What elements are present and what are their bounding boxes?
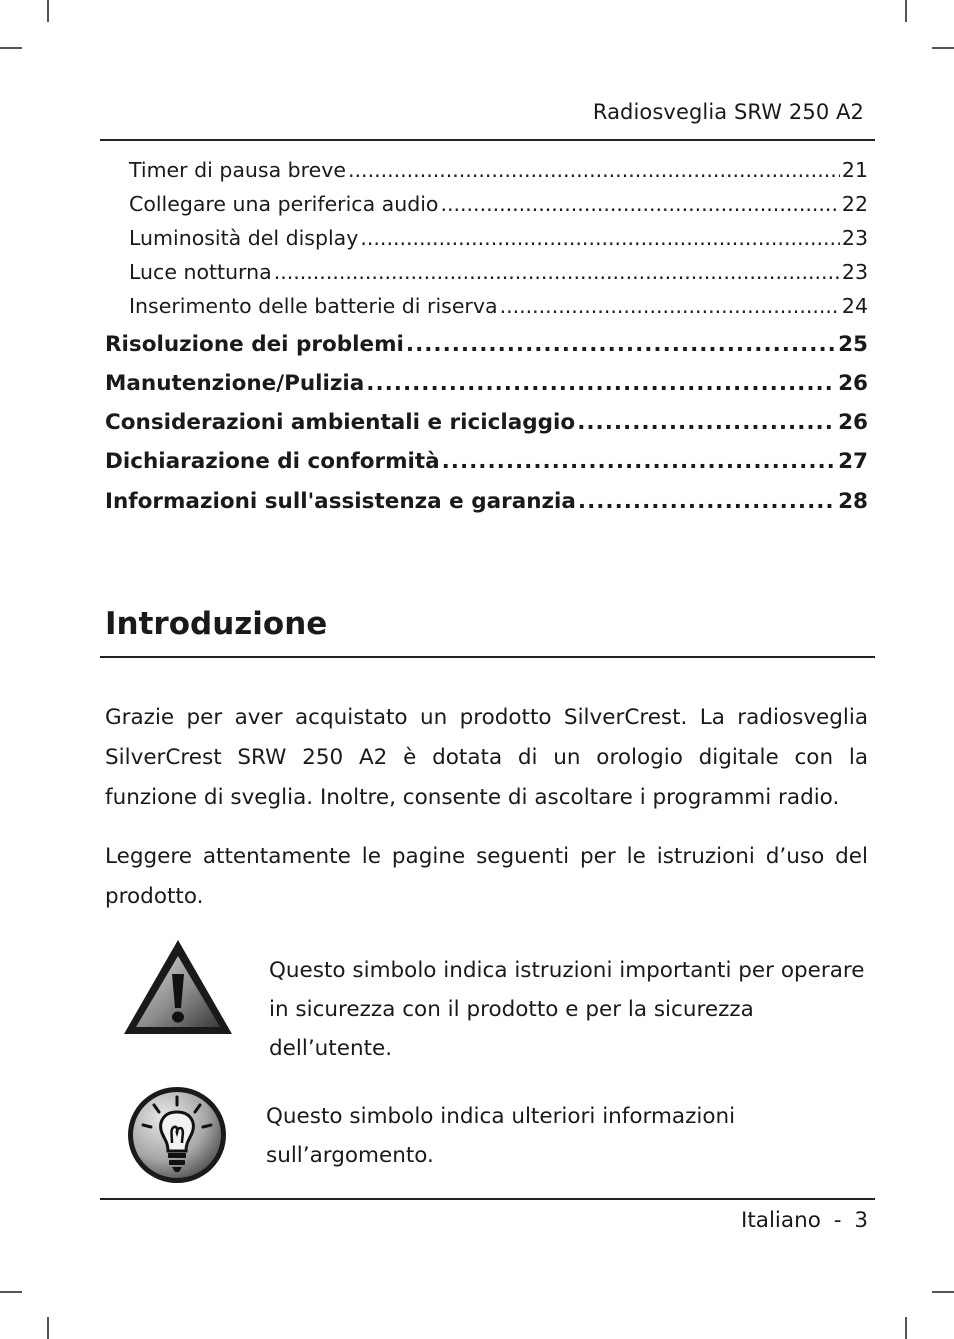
toc-entry-label: Collegare una periferica audio [129,192,439,216]
crop-mark-right-top [932,47,954,49]
toc-entry[interactable] [105,371,868,396]
crop-mark-bottom-right [905,1317,907,1339]
crop-mark-top-left [47,0,49,22]
toc-entry[interactable] [105,192,868,216]
info-note-text: Questo simbolo indica ulteriori informazioni sull’argomento. [266,1104,736,1168]
toc-entry[interactable] [105,449,868,474]
toc-entry-page: 25 [838,332,868,357]
toc-leader-dots [366,371,836,396]
crop-mark-left-bottom [0,1291,22,1293]
warning-note-text: Questo simbolo indica istruzioni importanti per operare in sicurezza con il prodotto e per la sicurezza dell’utente. [269,958,865,1061]
crop-mark-top-right [905,0,907,22]
intro-paragraph: Grazie per aver acquistato un prodotto SilverCrest. La radiosveglia SilverCrest SRW 250 A2 è dotata di un orologio digitale con la funzione di sveglia. Inoltre, consente di ascoltare i programmi radio. [105,705,868,810]
toc-entry[interactable] [105,226,868,250]
toc-leader-dots [348,158,840,182]
warning-triangle-icon [122,938,234,1036]
toc-leader-dots [274,260,840,284]
toc-entry-label: Luminosità del display [129,226,359,250]
toc-entry-page: 27 [838,449,868,474]
toc-entry[interactable] [105,158,868,182]
toc-leader-dots [578,489,836,514]
section-rule [100,656,875,658]
toc-entry-page: 23 [841,226,868,250]
footer-page-number: 3 [854,1208,868,1233]
toc-entry-page: 28 [838,489,868,514]
toc-entry-page: 21 [841,158,868,182]
toc-entry-label: Timer di pausa breve [129,158,347,182]
toc-entry-page: 22 [841,192,868,216]
toc-leader-dots [360,226,840,250]
section-heading: Introduzione [105,606,328,642]
toc-entry-page: 26 [838,371,868,396]
toc-leader-dots [406,332,836,357]
toc-entry[interactable] [105,332,868,357]
toc-entry-label: Inserimento delle batterie di riserva [129,294,498,318]
toc-entry-label: Risoluzione dei problemi [105,332,404,357]
footer-separator: - [833,1208,842,1233]
lightbulb-icon [126,1085,228,1185]
toc-entry[interactable] [105,260,868,284]
toc-leader-dots [442,449,836,474]
footer-rule [100,1198,875,1200]
header-rule [100,139,875,141]
toc-entry-label: Dichiarazione di conformità [105,449,440,474]
toc-entry-label: Considerazioni ambientali e riciclaggio [105,410,576,435]
toc-entry-page: 24 [841,294,868,318]
toc-leader-dots [440,192,839,216]
toc-leader-dots [577,410,836,435]
toc-entry-page: 23 [841,260,868,284]
crop-mark-left-top [0,47,22,49]
toc-entry[interactable] [105,410,868,435]
header-title: Radiosveglia SRW 250 A2 [592,100,864,124]
instructions-paragraph: Leggere attentamente le pagine seguenti per le istruzioni d’uso del prodotto. [105,844,868,909]
footer [741,1208,868,1233]
toc-entry[interactable] [105,294,868,318]
crop-mark-bottom-left [47,1317,49,1339]
toc-entry-label: Luce notturna [129,260,272,284]
toc-entry[interactable] [105,489,868,514]
toc-entry-page: 26 [838,410,868,435]
toc-leader-dots [500,294,840,318]
toc-entry-label: Manutenzione/Pulizia [105,371,365,396]
crop-mark-right-bottom [932,1291,954,1293]
toc-entry-label: Informazioni sull'assistenza e garanzia [105,489,576,514]
footer-language: Italiano [741,1208,821,1233]
